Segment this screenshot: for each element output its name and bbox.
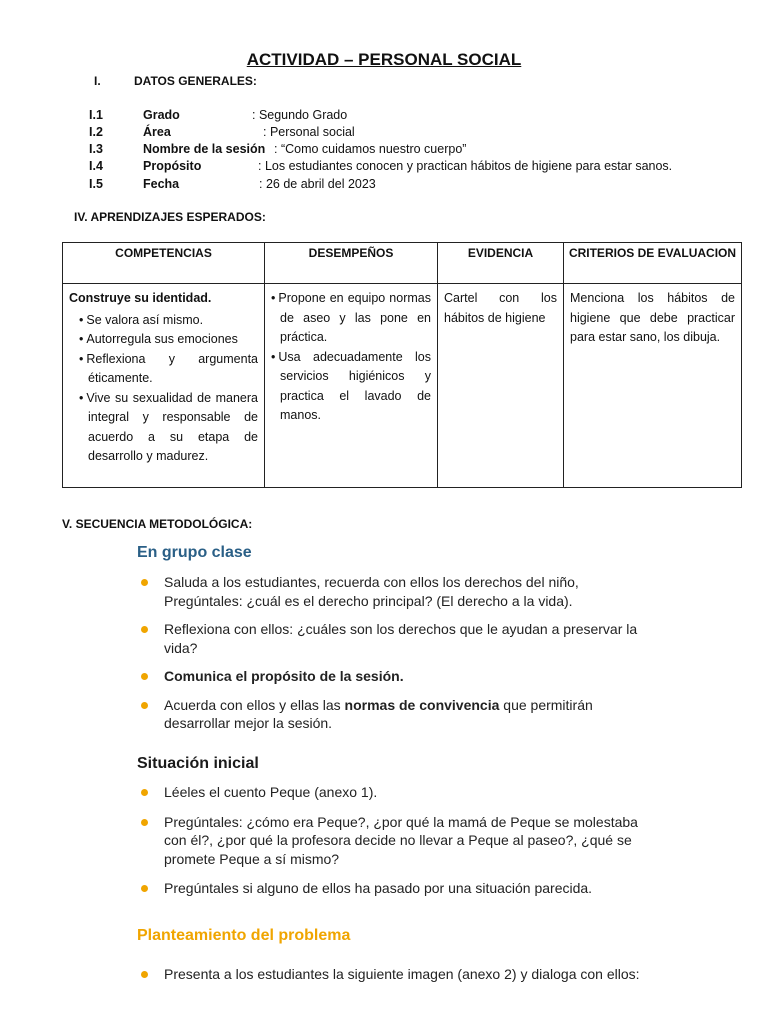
list-item: • Se valora así mismo. [79, 311, 258, 331]
dato-value: : 26 de abril del 2023 [259, 177, 376, 191]
competencia-title: Construye su identidad. [69, 291, 212, 305]
grupo-clase-heading: En grupo clase [137, 544, 252, 561]
table-header-row [63, 243, 742, 284]
bullet-icon [141, 789, 148, 796]
dato-value: : Personal social [263, 125, 355, 139]
dato-number: I.4 [89, 159, 103, 173]
bullet-icon [141, 702, 148, 709]
planteamiento-list [137, 965, 657, 984]
cell-desempenos [265, 284, 438, 488]
header-competencias: COMPETENCIAS [63, 243, 265, 284]
situacion-list [137, 783, 657, 898]
list-item: Presenta a los estudiantes la siguiente imagen (anexo 2) y dialoga con ellos: [137, 965, 657, 984]
section-5-heading: V. SECUENCIA METODOLÓGICA: [62, 517, 253, 531]
header-evidencia: EVIDENCIA [438, 243, 564, 284]
list-item: • Usa adecuadamente los servicios higiénicos y practica el lavado de manos. [271, 348, 431, 426]
page-title: ACTIVIDAD – PERSONAL SOCIAL [246, 50, 522, 69]
bullet-icon [141, 819, 148, 826]
bullet-icon [141, 579, 148, 586]
dato-label: Propósito [143, 159, 202, 173]
table-row [63, 284, 742, 488]
section-4-heading: IV. APRENDIZAJES ESPERADOS: [74, 210, 266, 224]
aprendizajes-table [62, 242, 742, 488]
situacion-inicial-heading: Situación inicial [137, 755, 259, 772]
list-item: • Autorregula sus emociones [79, 330, 258, 350]
dato-value: : “Como cuidamos nuestro cuerpo” [274, 142, 467, 156]
bullet-icon [141, 673, 148, 680]
cell-evidencia: Cartel con los hábitos de higiene [438, 284, 564, 488]
dato-label: Grado [143, 108, 180, 122]
planteamiento-heading: Planteamiento del problema [137, 927, 351, 944]
header-criterios: CRITERIOS DE EVALUACION [564, 243, 742, 284]
bullet-icon [141, 626, 148, 633]
dato-number: I.5 [89, 177, 103, 191]
list-item: • Propone en equipo normas de aseo y las pone en práctica. [271, 289, 431, 348]
section-1-heading: DATOS GENERALES: [134, 74, 257, 88]
dato-label: Fecha [143, 177, 180, 191]
dato-value: : Segundo Grado [252, 108, 348, 122]
cell-criterios: Menciona los hábitos de higiene que debe practicar para estar sano, los dibuja. [564, 284, 742, 488]
list-item: Pregúntales si alguno de ellos ha pasado por una situación parecida. [137, 879, 657, 898]
list-item: Comunica el propósito de la sesión. [137, 667, 657, 686]
grupo-clase-list [137, 573, 657, 733]
dato-label: Área [143, 125, 171, 139]
section-1-number: I. [94, 74, 101, 88]
list-item: Acuerda con ellos y ellas las normas de convivencia que permitirán desarrollar mejor la sesión. [137, 696, 657, 733]
header-desempenos: DESEMPEÑOS [265, 243, 438, 284]
dato-label: Nombre de la sesión [143, 142, 266, 156]
dato-number: I.2 [89, 125, 103, 139]
dato-number: I.3 [89, 142, 103, 156]
list-item: Saluda a los estudiantes, recuerda con ellos los derechos del niño, Pregúntales: ¿cuál es el derecho principal? (El derecho a la vida). [137, 573, 657, 610]
dato-value: : Los estudiantes conocen y practican hábitos de higiene para estar sanos. [258, 159, 673, 173]
list-item: Léeles el cuento Peque (anexo 1). [137, 783, 657, 802]
cell-competencias [63, 284, 265, 488]
dato-number: I.1 [89, 108, 103, 122]
list-item: • Vive su sexualidad de manera integral y responsable de acuerdo a su etapa de desarrollo y madurez. [79, 389, 258, 467]
bullet-icon [141, 885, 148, 892]
list-item: Reflexiona con ellos: ¿cuáles son los derechos que le ayudan a preservar la vida? [137, 620, 657, 657]
list-item: Pregúntales: ¿cómo era Peque?, ¿por qué la mamá de Peque se molestaba con él?, ¿por qué la profesora decide no llevar a Peque al paseo?, ¿qué se promete Peque a sí mismo? [137, 813, 657, 869]
bullet-icon [141, 971, 148, 978]
list-item: • Reflexiona y argumenta éticamente. [79, 350, 258, 389]
